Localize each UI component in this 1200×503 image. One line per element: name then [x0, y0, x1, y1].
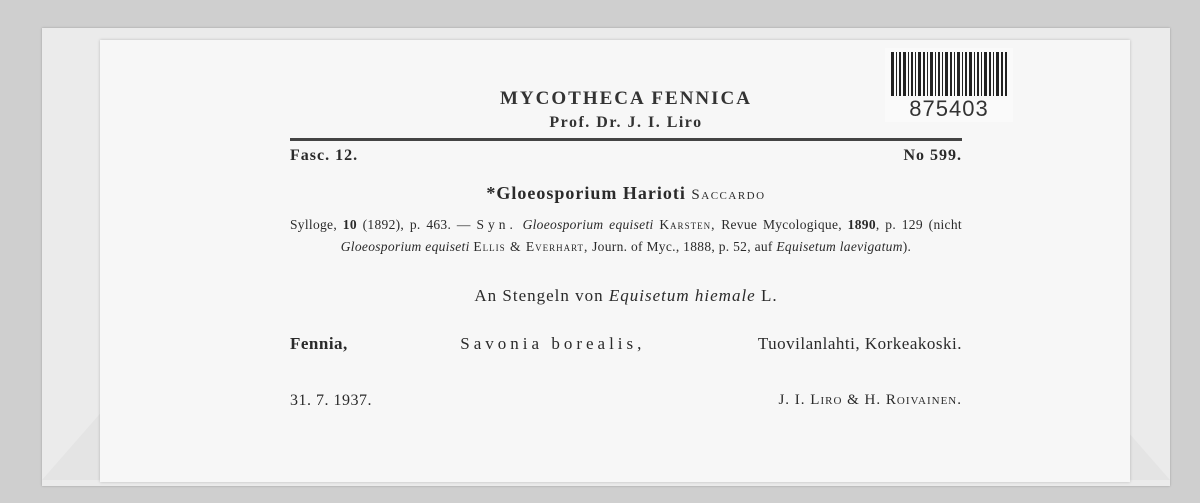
- label-content: [290, 88, 962, 410]
- locality-country: Fennia,: [290, 334, 348, 353]
- synonymy-text-part: ).: [902, 239, 912, 254]
- habitat-prefix: An Stengeln von: [474, 286, 604, 305]
- collection-date: 31. 7. 1937.: [290, 392, 372, 409]
- synonymy-text-part: (1892), p. 463. —: [362, 217, 471, 232]
- collection-title: MYCOTHECA FENNICA: [500, 88, 752, 109]
- synonymy-year: 1890: [847, 217, 876, 232]
- collectors: J. I. Liro & H. Roivainen.: [778, 392, 962, 408]
- synonym-author: Karsten,: [659, 217, 716, 232]
- fascicle-label: Fasc. 12.: [290, 147, 359, 164]
- synonymy-text-part: , p. 129 (nicht: [875, 217, 962, 232]
- synonym-name: Gloeosporium equiseti: [340, 239, 470, 254]
- habitat-host: Equisetum hiemale: [608, 286, 756, 305]
- synonymy-text-part: Sylloge,: [290, 217, 338, 232]
- synonymy-text-part: Mycologique,: [762, 217, 842, 232]
- locality-region: Savonia borealis,: [460, 334, 646, 353]
- specimen-number: No 599.: [903, 147, 962, 164]
- header-divider: [290, 138, 962, 141]
- habitat-host-author: L.: [760, 286, 778, 305]
- synonym-author: Ellis & Everhart,: [473, 239, 589, 254]
- collection-editor: Prof. Dr. J. I. Liro: [549, 114, 703, 131]
- locality-line: [290, 334, 962, 354]
- synonym-name: Gloeosporium equiseti: [522, 217, 654, 232]
- host-species: Equisetum laevigatum: [776, 239, 903, 254]
- species-author: Saccardo: [691, 187, 766, 203]
- synonymy-volume: 10: [342, 217, 357, 232]
- species-heading: [290, 183, 962, 204]
- species-name: *Gloeosporium Harioti: [486, 183, 686, 203]
- barcode-number: 875403: [909, 96, 989, 121]
- collection-footer: [290, 392, 962, 410]
- habitat-line: [290, 286, 962, 306]
- synonymy-text-part: Revue: [721, 217, 758, 232]
- fascicle-row: [290, 147, 962, 165]
- synonym-label: Syn.: [476, 217, 517, 232]
- synonymy-text: [290, 214, 962, 258]
- locality-place: Tuovilanlahti, Korkeakoski.: [757, 334, 962, 353]
- synonymy-text-part: Journ. of Myc., 1888, p. 52, auf: [592, 239, 773, 254]
